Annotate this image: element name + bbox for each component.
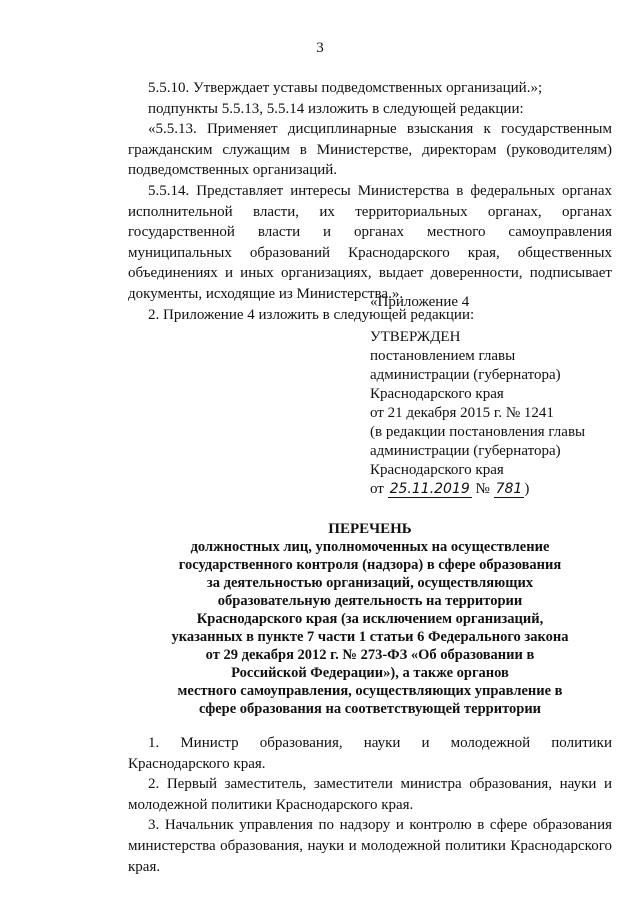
paragraph-5-5-10: 5.5.10. Утверждает уставы подведомственных организаций.»; [148,80,543,96]
approval-line: постановлением главы [370,348,516,364]
list-item: 2. Первый заместитель, заместители министра образования, науки и молодежной политики Краснодарского края. [128,776,612,813]
paragraph-subpoints-intro: подпункты 5.5.13, 5.5.14 изложить в следующей редакции: [148,100,524,117]
handwritten-date: 25.11.2019 [389,481,470,497]
paragraph-5-5-14: 5.5.14. Представляет интересы Министерства в федеральных органах исполнительной власти, их территориальных органах, органах государственной власти и органах местного самоуправления муниципальных образований Краснодарского края, общественных объединениях и иных организациях, выдает доверенности, подписывает документы, исходящие из Министерства.». [128,182,612,302]
approval-line: (в редакции постановления главы [370,424,586,440]
list-item: 1. Министр образования, науки и молодежной политики Краснодарского края. [128,735,612,772]
number-sign: № [475,481,490,497]
paragraph-appendix-intro: 2. Приложение 4 изложить в следующей редакции: [148,306,475,323]
title-line: образовательную деятельность на территории [217,593,523,609]
paragraph-5-5-13: «5.5.13. Применяет дисциплинарные взыскания к государственным гражданским служащим в Министерстве, директорам (руководителям) подведомственных организаций. [128,121,612,179]
title-line: указанных в пункте 7 части 1 статьи 6 Федерального закона [171,629,569,645]
appendix-label: «Приложение 4 [370,294,470,310]
approved-heading: УТВЕРЖДЕН [370,329,461,345]
title-line: за деятельностью организаций, осуществляющих [206,575,534,591]
page-number: 3 [316,40,324,56]
body-text [128,78,612,325]
title-line: Российской Федерации»), а также органов [231,665,509,681]
approval-line: Краснодарского края [370,462,504,478]
from-prefix: от [370,481,384,497]
officials-list [128,733,612,877]
title-heading: ПЕРЕЧЕНЬ [328,521,412,537]
title-line: сфере образования на соответствующей территории [198,701,542,717]
appendix-approval-block [370,293,620,499]
approval-line: от 21 декабря 2015 г. № 1241 [370,405,554,421]
title-line: государственного контроля (надзора) в сфере образования [178,557,562,573]
revision-date-line [370,480,620,499]
document-title-block [128,520,612,718]
approval-line: администрации (губернатора) [370,367,561,383]
handwritten-number: 781 [495,481,523,497]
title-line: должностных лиц, уполномоченных на осуществление [190,539,550,555]
title-line: от 29 декабря 2012 г. № 273-ФЗ «Об образовании в [205,647,535,663]
approval-line: Краснодарского края [370,386,504,402]
closing-paren: ) [524,481,530,497]
list-item: 3. Начальник управления по надзору и контролю в сфере образования министерства образования, науки и молодежной политики Краснодарского края. [128,817,612,875]
approval-line: администрации (губернатора) [370,443,561,459]
title-line: Краснодарского края (за исключением организаций, [196,611,544,627]
title-line: местного самоуправления, осуществляющих управление в [177,683,563,699]
